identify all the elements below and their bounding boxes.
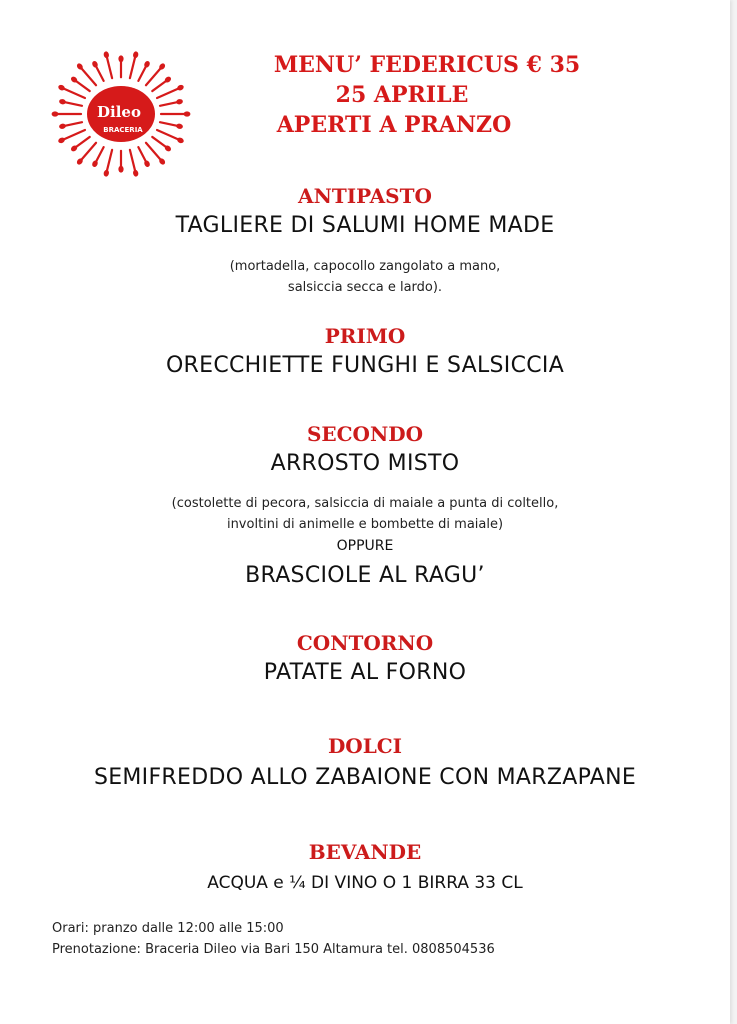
footer-booking: Prenotazione: Braceria Dileo via Bari 150 Altamura tel. 0808504536	[52, 942, 495, 957]
utensil-ray	[146, 67, 162, 86]
dish-antipasto: TAGLIERE DI SALUMI HOME MADE	[175, 213, 555, 238]
utensil-head	[118, 55, 123, 62]
title-line-2: 25 APRILE	[335, 82, 469, 108]
note-secondo-2: involtini di animelle e bombette di maiale)	[226, 517, 504, 532]
dish-contorno: PATATE AL FORNO	[263, 660, 467, 685]
section-title-antipasto: ANTIPASTO	[298, 184, 432, 208]
utensil-head	[132, 169, 139, 177]
note-antipasto-1: (mortadella, capocollo zangolato a mano,	[229, 259, 501, 274]
logo-subtitle: BRACERIA	[103, 126, 143, 134]
utensil-head	[103, 51, 110, 59]
utensil-head	[57, 84, 65, 92]
utensil-head	[57, 137, 65, 145]
footer-hours: Orari: pranzo dalle 12:00 alle 15:00	[52, 921, 284, 936]
utensil-ray	[62, 88, 85, 98]
utensil-ray	[80, 67, 96, 86]
utensil-head	[118, 166, 123, 173]
utensil-ray	[106, 55, 112, 78]
section-title-primo: PRIMO	[324, 324, 406, 348]
dish-secondo: ARROSTO MISTO	[270, 451, 460, 476]
dish-secondo-alternative: BRASCIOLE AL RAGU’	[245, 563, 485, 588]
utensil-head	[52, 111, 59, 116]
utensil-head	[132, 51, 139, 59]
dish-dolci: SEMIFREDDO ALLO ZABAIONE CON MARZAPANE	[93, 765, 637, 790]
utensil-ray	[62, 130, 85, 140]
note-secondo-1: (costolette di pecora, salsiccia di maiale a punta di coltello,	[171, 496, 559, 511]
menu-title	[200, 50, 640, 140]
title-line-1: MENU’ FEDERICUS € 35	[273, 52, 581, 78]
utensil-head	[59, 98, 67, 105]
utensil-ray	[146, 143, 162, 162]
utensil-ray	[80, 143, 96, 162]
section-title-dolci: DOLCI	[327, 734, 403, 758]
utensil-ray	[130, 55, 136, 78]
drink-bevande: ACQUA e ¼ DI VINO O 1 BIRRA 33 CL	[207, 873, 523, 893]
dish-primo: ORECCHIETTE FUNGHI E SALSICCIA	[165, 353, 565, 378]
section-title-contorno: CONTORNO	[296, 631, 434, 655]
footer-info	[52, 918, 495, 960]
utensil-ray	[106, 150, 112, 173]
alternative-label: OPPURE	[336, 538, 394, 554]
utensil-head	[59, 123, 67, 130]
section-title-bevande: BEVANDE	[308, 840, 422, 864]
logo-name: Dileo	[97, 103, 141, 121]
utensil-head	[103, 169, 110, 177]
title-line-3: APERTI A PRANZO	[276, 112, 512, 138]
utensil-ray	[130, 150, 136, 173]
note-antipasto-2: salsiccia secca e lardo).	[287, 280, 443, 295]
section-title-secondo: SECONDO	[306, 422, 424, 446]
